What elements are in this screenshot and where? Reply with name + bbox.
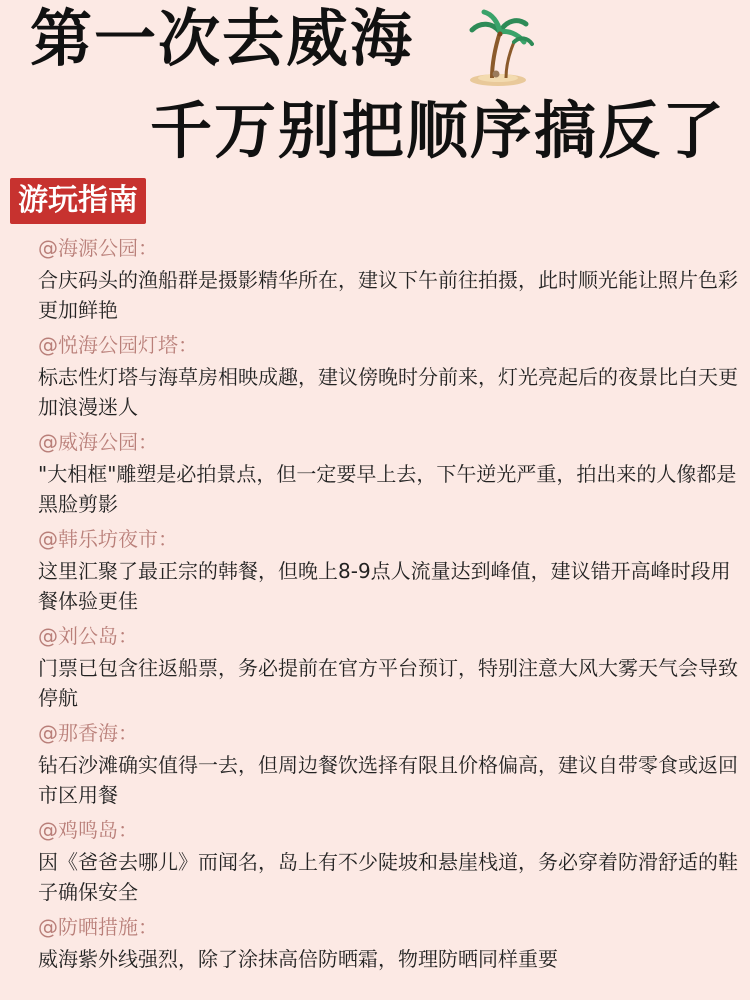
entry-description: "大相框"雕塑是必拍景点，但一定要早上去，下午逆光严重，拍出来的人像都是黑脸剪影 <box>38 462 737 516</box>
entry-title: @海源公园： <box>38 236 158 260</box>
entry-description: 合庆码头的渔船群是摄影精华所在，建议下午前往拍摄，此时顺光能让照片色彩更加鲜艳 <box>38 268 738 322</box>
title-line-1: 第一次去威海 <box>30 2 415 75</box>
entry-title: @那香海： <box>38 721 138 745</box>
entry-description: 这里汇聚了最正宗的韩餐，但晚上8-9点人流量达到峰值，建议错开高峰时段用餐体验更佳 <box>38 559 731 613</box>
list-item <box>38 236 738 325</box>
entry-description: 钻石沙滩确实值得一去，但周边餐饮选择有限且价格偏高，建议自带零食或返回市区用餐 <box>38 753 738 807</box>
entry-title: @刘公岛： <box>38 624 138 648</box>
list-item <box>38 624 738 713</box>
list-item <box>38 430 738 519</box>
list-item <box>38 333 738 422</box>
entry-title: @防晒措施： <box>38 915 158 939</box>
entry-description: 威海紫外线强烈，除了涂抹高倍防晒霜，物理防晒同样重要 <box>38 947 558 971</box>
section-label: 游玩指南 <box>10 178 146 224</box>
list-item <box>38 527 738 616</box>
entry-description: 因《爸爸去哪儿》而闻名，岛上有不少陡坡和悬崖栈道，务必穿着防滑舒适的鞋子确保安全 <box>38 850 738 904</box>
list-item <box>38 721 738 810</box>
entry-description: 门票已包含往返船票，务必提前在官方平台预订，特别注意大风大雾天气会导致停航 <box>38 656 738 710</box>
entry-title: @鸡鸣岛： <box>38 818 138 842</box>
guide-list <box>38 236 738 982</box>
list-item <box>38 915 738 974</box>
palm-tree-island-icon <box>462 8 534 88</box>
entry-description: 标志性灯塔与海草房相映成趣，建议傍晚时分前来，灯光亮起后的夜景比白天更加浪漫迷人 <box>38 365 738 419</box>
entry-title: @悦海公园灯塔： <box>38 333 198 357</box>
list-item <box>38 818 738 907</box>
title-line-2: 千万别把顺序搞反了 <box>150 94 727 167</box>
entry-title: @威海公园： <box>38 430 158 454</box>
entry-title: @韩乐坊夜市： <box>38 527 178 551</box>
